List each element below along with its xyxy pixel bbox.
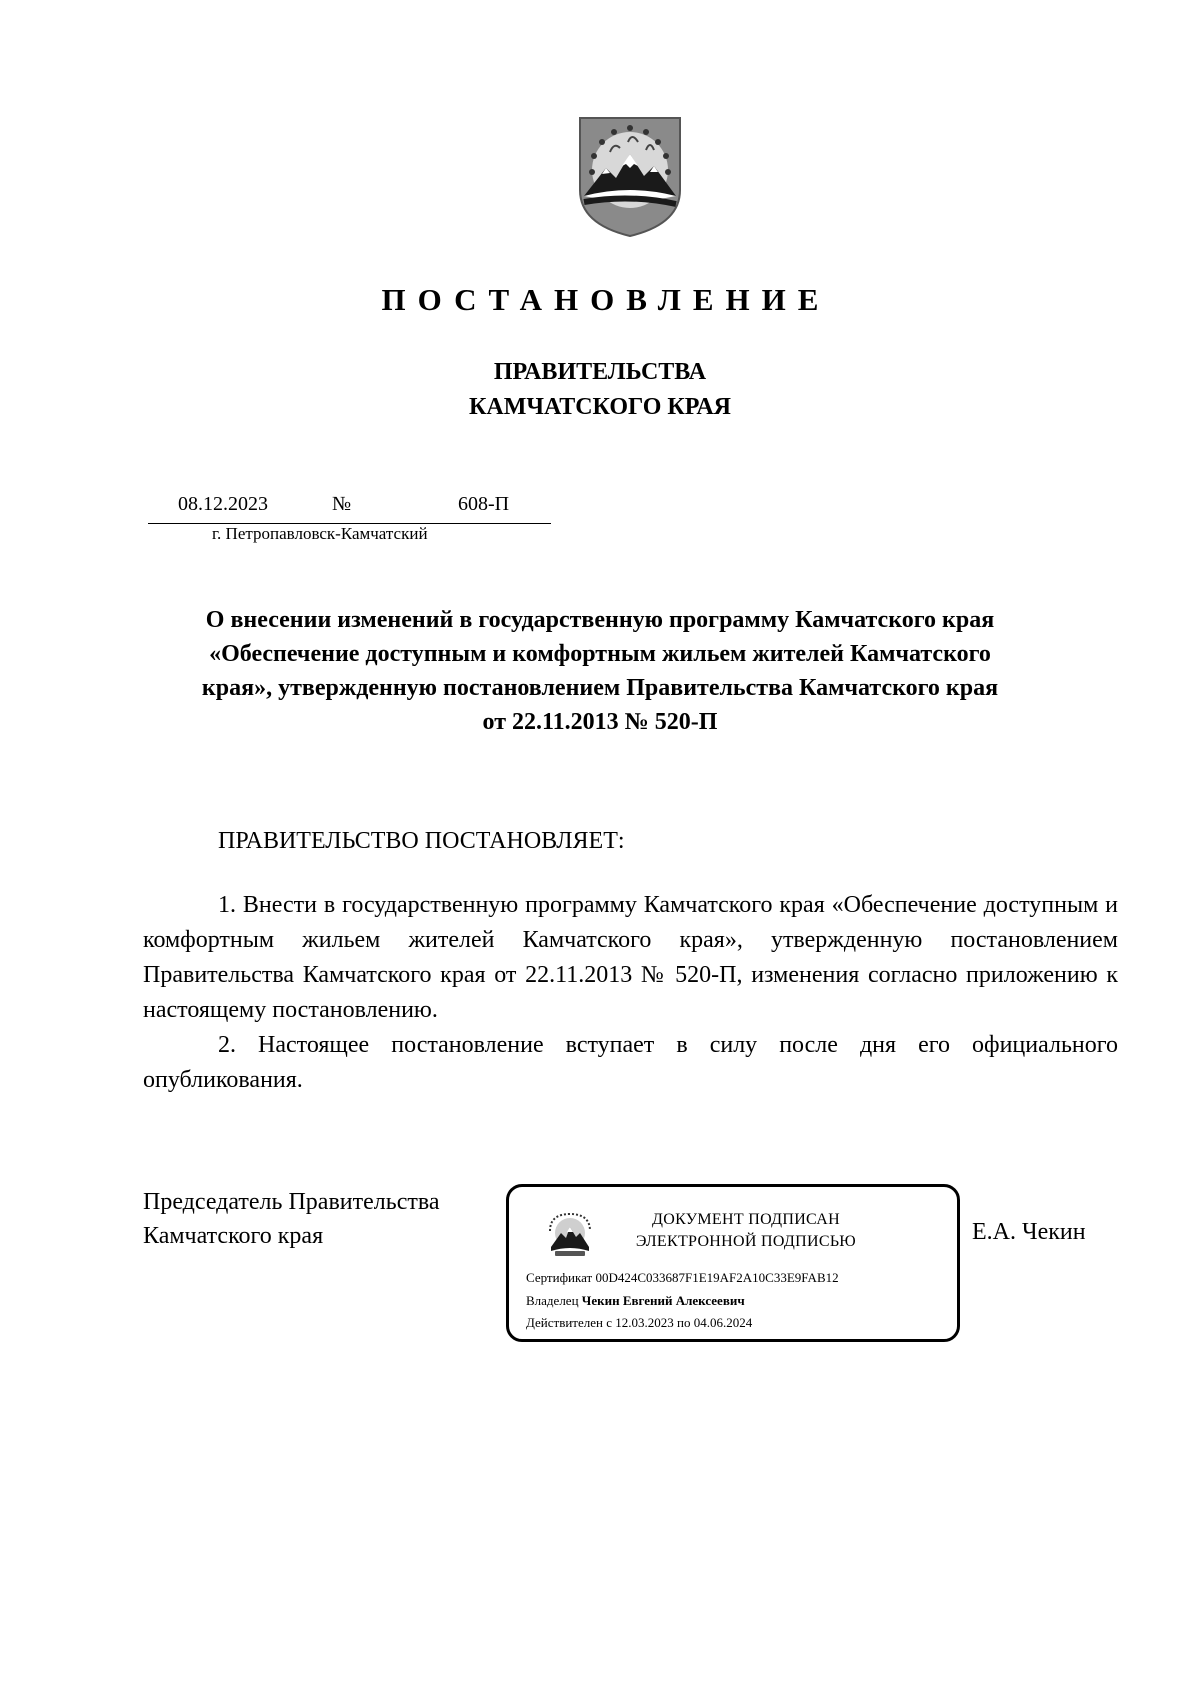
paragraph-1: 1. Внести в государственную программу Камчатского края «Обеспечение доступным и комфортным жильем жителей Камчатского края», утвержденную постановлением Правительства Камчатского края от 22.11.2013 № 520-П, изменения согласно приложению к настоящему постановлению. [143, 892, 1118, 1023]
issuer-line-1: ПРАВИТЕЛЬСТВА [493, 359, 707, 385]
signer-title [143, 1185, 440, 1253]
document-type-title: ПОСТАНОВЛЕНИЕ [381, 282, 831, 317]
stamp-heading-line-1: ДОКУМЕНТ ПОДПИСАН [652, 1211, 840, 1228]
subject-line: от 22.11.2013 № 520-П [482, 709, 718, 735]
stamp-heading [621, 1209, 871, 1253]
document-date: 08.12.2023 [178, 493, 268, 515]
subject-line: края», утвержденную постановлением Правительства Камчатского края [201, 675, 999, 701]
stamp-heading-line-2: ЭЛЕКТРОННОЙ ПОДПИСЬЮ [635, 1233, 857, 1250]
certificate-value: 00D424C033687F1E19AF2A10C33E9FAB12 [595, 1270, 839, 1285]
owner-line [526, 1293, 745, 1309]
subject-line: О внесении изменений в государственную программу Камчатского края [205, 607, 995, 633]
certificate-line [526, 1270, 839, 1286]
owner-label: Владелец [526, 1293, 579, 1308]
stamp-emblem-icon [547, 1211, 593, 1259]
valid-from-label: Действителен с [526, 1315, 612, 1330]
signer-title-line-1: Председатель Правительства [143, 1189, 440, 1215]
document-subject [130, 603, 1070, 739]
coat-of-arms-icon [576, 112, 684, 240]
document-number: 608-П [458, 493, 510, 515]
issuer-heading [0, 355, 1200, 425]
resolution-body [143, 888, 1118, 1098]
signer-title-line-2: Камчатского края [143, 1223, 324, 1249]
issuer-line-2: КАМЧАТСКОГО КРАЯ [468, 394, 732, 420]
signer-name: Е.А. Чекин [972, 1219, 1086, 1245]
electronic-signature-stamp [506, 1184, 960, 1342]
owner-value: Чекин Евгений Алексеевич [581, 1293, 745, 1308]
valid-to-value: 04.06.2024 [693, 1315, 753, 1330]
certificate-label: Сертификат [526, 1270, 593, 1285]
valid-from-value: 12.03.2023 [615, 1315, 674, 1330]
subject-line: «Обеспечение доступным и комфортным жильем жителей Камчатского [209, 641, 991, 667]
city-of-issue: г. Петропавловск-Камчатский [212, 524, 428, 543]
number-sign: № [332, 493, 352, 515]
valid-to-label: по [677, 1315, 691, 1330]
registration-line [148, 493, 551, 524]
paragraph-2: 2. Настоящее постановление вступает в силу после дня его официального опубликования. [143, 1032, 1118, 1093]
validity-line [526, 1315, 752, 1331]
resolves-heading: ПРАВИТЕЛЬСТВО ПОСТАНОВЛЯЕТ: [218, 828, 625, 854]
